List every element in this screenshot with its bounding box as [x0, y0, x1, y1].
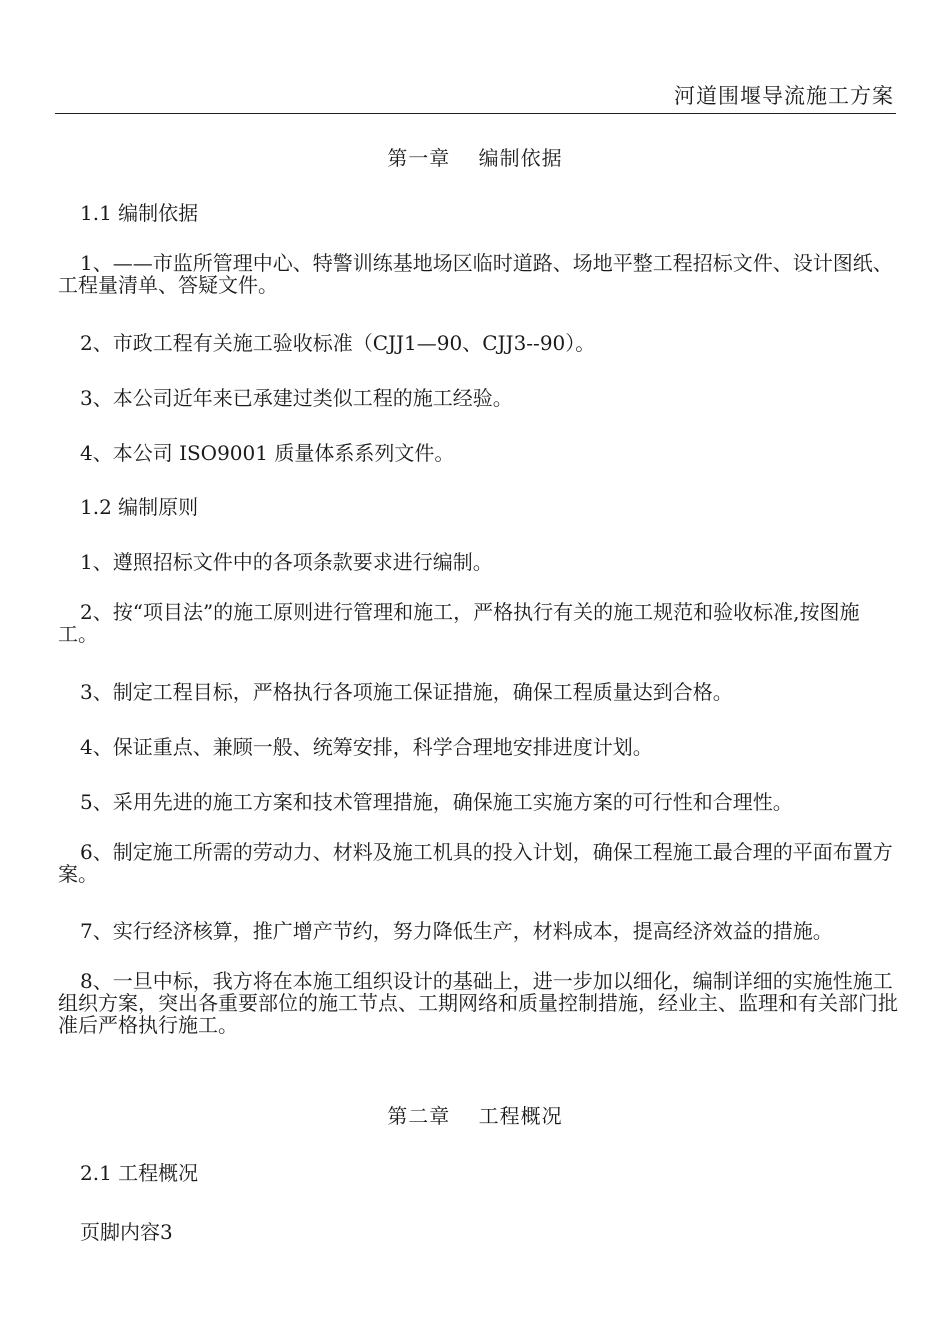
chapter-1-title: 第一章 编制依据 — [387, 146, 563, 170]
basis-item-1: 1、——市监所管理中心、特警训练基地场区临时道路、场地平整工程招标文件、设计图纸、工程量清单、答疑文件。 — [58, 251, 893, 297]
principle-item-7: 7、实行经济核算，推广增产节约，努力降低生产，材料成本，提高经济效益的措施。 — [80, 919, 833, 943]
principle-item-5: 5、采用先进的施工方案和技术管理措施，确保施工实施方案的可行性和合理性。 — [80, 790, 793, 814]
section-2-1-heading: 2.1 工程概况 — [80, 1161, 199, 1185]
principle-item-3: 3、制定工程目标，严格执行各项施工保证措施，确保工程质量达到合格。 — [80, 680, 733, 704]
basis-item-4: 4、本公司 ISO9001 质量体系系列文件。 — [80, 441, 455, 465]
chapter-2-title: 第二章 工程概况 — [387, 1104, 563, 1128]
section-1-2-heading: 1.2 编制原则 — [80, 495, 199, 519]
header-title: 河道围堰导流施工方案 — [674, 84, 894, 108]
basis-item-2: 2、市政工程有关施工验收标准（CJJ1—90、CJJ3--90）。 — [80, 331, 596, 355]
principle-item-1: 1、遵照招标文件中的各项条款要求进行编制。 — [80, 550, 493, 574]
principle-item-4: 4、保证重点、兼顾一般、统筹安排，科学合理地安排进度计划。 — [80, 735, 653, 759]
principle-item-2: 2、按“项目法”的施工原则进行管理和施工，严格执行有关的施工规范和验收标准,按图施工。 — [58, 600, 860, 646]
principle-item-8: 8、一旦中标，我方将在本施工组织设计的基础上，进一步加以细化，编制详细的实施性施工组织方案，突出各重要部位的施工节点、工期网络和质量控制措施，经业主、监理和有关部门批准后严格执行施工。 — [58, 969, 898, 1037]
page-footer: 页脚内容3 — [80, 1220, 173, 1244]
basis-item-3: 3、本公司近年来已承建过类似工程的施工经验。 — [80, 386, 513, 410]
header-divider — [55, 113, 896, 114]
principle-item-6: 6、制定施工所需的劳动力、材料及施工机具的投入计划，确保工程施工最合理的平面布置方案。 — [58, 840, 893, 886]
section-1-1-heading: 1.1 编制依据 — [80, 201, 199, 225]
